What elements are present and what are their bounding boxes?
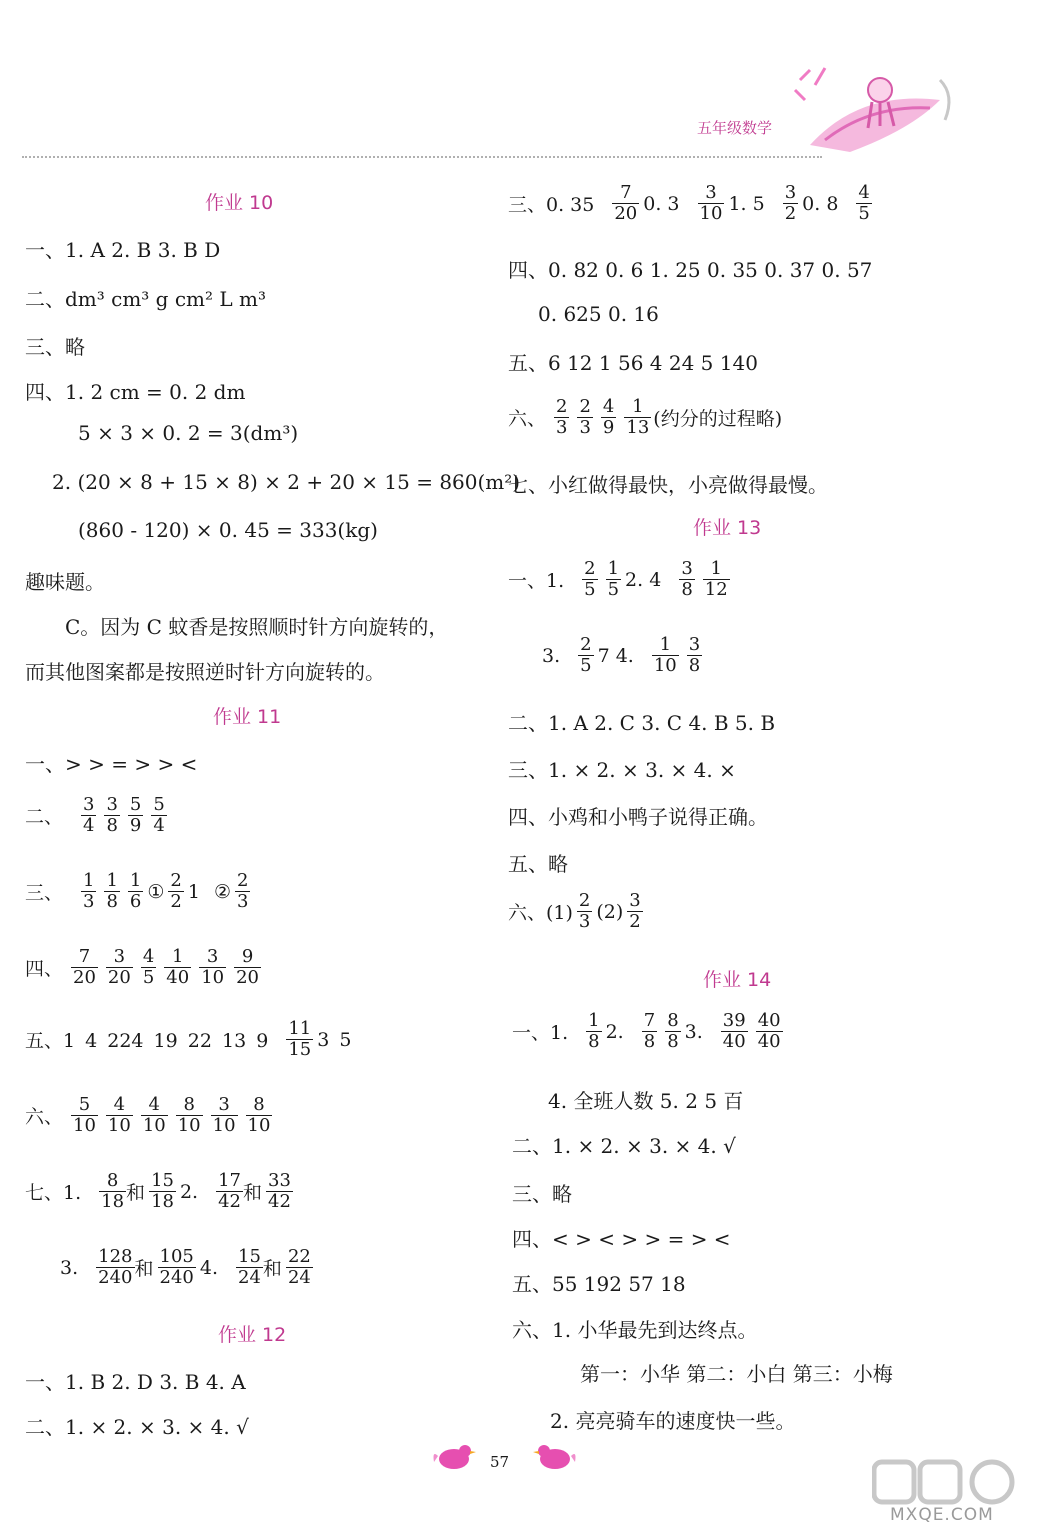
denominator: 8 [588, 1031, 600, 1052]
hw13-line5: 四、小鸡和小鸭子说得正确。 [508, 805, 768, 829]
denominator: 4 [153, 815, 165, 836]
numerator: 1 [172, 946, 184, 967]
hw14-line8: 第一：小华 第二：小白 第三：小梅 [580, 1362, 893, 1386]
hw10-line7: (860 - 120) × 0. 45 = 333(kg) [78, 518, 378, 542]
hw13-line6: 五、略 [508, 852, 568, 876]
hw12-line4: 四、0. 82 0. 6 1. 25 0. 35 0. 37 0. 57 [508, 258, 873, 282]
fraction [141, 948, 156, 987]
numerator: 3 [83, 794, 95, 815]
hw10-line2: 二、dm³ cm³ g cm² L m³ [25, 287, 267, 311]
denominator: 5 [858, 203, 870, 224]
text-segment: 和 [262, 1258, 282, 1280]
text-segment: 7 4. [597, 644, 634, 667]
text-segment: ① [147, 880, 165, 903]
numerator: 3 [688, 634, 701, 655]
numerator: 2 [237, 870, 249, 891]
fraction [211, 1096, 238, 1135]
denominator: 18 [101, 1191, 125, 1212]
fraction [577, 398, 592, 437]
numerator: 40 [757, 1010, 781, 1031]
fraction [235, 872, 250, 911]
text-segment: 和 [134, 1258, 154, 1280]
denominator: 5 [607, 579, 620, 600]
denominator: 40 [722, 1031, 746, 1052]
numerator: 15 [238, 1246, 261, 1267]
fraction [703, 560, 730, 599]
denominator: 3 [579, 417, 591, 438]
numerator: 2 [584, 558, 596, 579]
numerator: 8 [667, 1010, 679, 1031]
text-segment: (2) [596, 900, 624, 923]
text-segment: 0. 8 [802, 192, 839, 215]
numerator: 1 [129, 870, 142, 891]
numerator: 5 [78, 1094, 91, 1115]
fraction [612, 184, 639, 223]
numerator: 105 [159, 1246, 194, 1267]
numerator: 3 [629, 890, 641, 911]
hw10-line1: 一、1. A 2. B 3. B D [25, 238, 221, 262]
numerator: 2 [556, 396, 568, 417]
hw12-line5: 0. 625 0. 16 [538, 302, 659, 326]
fraction [141, 1096, 168, 1135]
hw11-title: 作业 11 [213, 706, 282, 728]
denominator: 3 [237, 891, 249, 912]
numerator: 22 [287, 1246, 311, 1267]
fun-line2: 而其他图案都是按照逆时针方向旋转的。 [25, 660, 385, 684]
hw11-line7 [25, 1172, 297, 1211]
denominator: 6 [129, 891, 142, 912]
numerator: 5 [153, 794, 165, 815]
denominator: 15 [288, 1039, 312, 1060]
text-segment: 3. [60, 1256, 79, 1279]
numerator: 3 [705, 182, 717, 203]
numerator: 15 [151, 1170, 174, 1191]
fraction [104, 796, 119, 835]
hw13-line4: 三、1. × 2. × 3. × 4. × [508, 758, 736, 782]
text-segment: 六、 [25, 1106, 64, 1128]
fraction [128, 796, 143, 835]
denominator: 10 [212, 1115, 236, 1136]
denominator: 9 [129, 815, 142, 836]
fraction [234, 948, 261, 987]
numerator: 17 [218, 1170, 242, 1191]
hw12-line1: 一、1. B 2. D 3. B 4. A [25, 1370, 246, 1394]
denominator: 12 [704, 579, 728, 600]
text-segment: 3. [684, 1020, 703, 1043]
numerator: 39 [722, 1010, 746, 1031]
text-segment: 1. 5 [728, 192, 765, 215]
numerator: 3 [784, 182, 797, 203]
text-segment: 二、 [25, 806, 64, 828]
text-segment: 五、1 4 224 19 22 13 9 [25, 1030, 269, 1052]
bird-icon [533, 1440, 577, 1472]
fraction [81, 796, 96, 835]
denominator: 3 [578, 911, 591, 932]
fraction [577, 892, 592, 931]
text-segment: 三、 [25, 882, 64, 904]
denominator: 10 [247, 1115, 271, 1136]
text-segment: ② [213, 880, 232, 903]
text-segment: (约分的过程略) [653, 408, 783, 430]
numerator: 2 [579, 396, 591, 417]
hw14-line9: 2. 亮亮骑车的速度快一些。 [550, 1409, 796, 1433]
denominator: 5 [142, 967, 155, 988]
hw13-line3: 二、1. A 2. C 3. C 4. B 5. B [508, 711, 776, 735]
fraction [71, 948, 98, 987]
numerator: 2 [580, 634, 592, 655]
header-title: 五年级数学 [697, 119, 773, 137]
denominator: 9 [602, 417, 615, 438]
numerator: 2 [578, 890, 591, 911]
denominator: 10 [201, 967, 225, 988]
hw12-line6: 五、6 12 1 56 4 24 5 140 [508, 351, 758, 375]
fraction [856, 184, 871, 223]
fraction [168, 872, 183, 911]
fraction [627, 892, 642, 931]
text-segment: 4. [199, 1256, 219, 1279]
text-segment: 四、 [25, 958, 64, 980]
denominator: 8 [106, 815, 118, 836]
numerator: 3 [218, 1094, 230, 1115]
denominator: 10 [73, 1115, 96, 1136]
fraction [582, 560, 597, 599]
denominator: 24 [238, 1267, 261, 1288]
hw11-line2 [25, 796, 171, 835]
fraction [128, 872, 143, 911]
numerator: 2 [170, 870, 182, 891]
numerator: 7 [620, 182, 632, 203]
denominator: 8 [688, 655, 701, 676]
hw11-line1: 一、> > = > > < [25, 752, 198, 776]
text-segment: 2. [179, 1180, 199, 1203]
text-segment: 六、 [508, 408, 547, 430]
denominator: 20 [614, 203, 638, 224]
fraction [151, 796, 166, 835]
watermark-text: MXQE.COM [890, 1505, 994, 1525]
numerator: 4 [142, 946, 155, 967]
fraction [149, 1172, 176, 1211]
hw10-line3: 三、略 [25, 335, 85, 359]
denominator: 18 [151, 1191, 174, 1212]
denominator: 240 [98, 1267, 133, 1288]
denominator: 2 [629, 911, 641, 932]
denominator: 40 [166, 967, 190, 988]
numerator: 8 [106, 1170, 119, 1191]
fraction [665, 1012, 680, 1051]
fraction [679, 560, 694, 599]
denominator: 10 [177, 1115, 201, 1136]
numerator: 5 [129, 794, 142, 815]
denominator: 10 [699, 203, 723, 224]
numerator: 1 [632, 396, 644, 417]
fraction [783, 184, 798, 223]
denominator: 24 [287, 1267, 311, 1288]
fraction [71, 1096, 98, 1135]
bird-icon [432, 1440, 476, 1472]
hw14-line6: 五、55 192 57 18 [512, 1272, 686, 1296]
fun-line1: C。因为 C 蚊香是按照顺时针方向旋转的， [65, 615, 449, 639]
numerator: 128 [98, 1246, 133, 1267]
text-segment: 1 [187, 880, 200, 903]
fraction [687, 636, 702, 675]
fraction [756, 1012, 783, 1051]
numerator: 8 [253, 1094, 265, 1115]
text-segment: 2. 4 [625, 568, 662, 591]
denominator: 8 [643, 1031, 656, 1052]
text-segment: 2. [605, 1020, 624, 1043]
fraction [266, 1172, 293, 1211]
text-segment: 一、1. [512, 1022, 569, 1044]
text-segment: 0. 3 [643, 192, 680, 215]
fraction [624, 398, 651, 437]
denominator: 20 [107, 967, 131, 988]
denominator: 5 [580, 655, 592, 676]
denominator: 5 [584, 579, 596, 600]
hw13-title: 作业 13 [693, 517, 762, 539]
text-segment: 3. [542, 644, 561, 667]
numerator: 4 [858, 182, 870, 203]
fun-title: 趣味题。 [25, 570, 105, 594]
page-number: 57 [490, 1453, 510, 1471]
hw12-line2: 二、1. × 2. × 3. × 4. √ [25, 1415, 249, 1439]
hw10-line6: 2. (20 × 8 + 15 × 8) × 2 + 20 × 15 = 860(m²) [52, 470, 521, 494]
hw11-line3 [25, 872, 254, 911]
denominator: 3 [556, 417, 568, 438]
fraction [246, 1096, 273, 1135]
numerator: 7 [78, 946, 91, 967]
hw14-title: 作业 14 [703, 969, 772, 991]
fraction [104, 872, 119, 911]
fraction [642, 1012, 657, 1051]
hw14-line1 [512, 1012, 787, 1051]
fraction [176, 1096, 203, 1135]
hw12-title: 作业 12 [218, 1324, 287, 1346]
hw11-line5 [25, 1020, 365, 1059]
numerator: 3 [113, 946, 126, 967]
text-segment: 3 5 [317, 1028, 352, 1051]
numerator: 7 [643, 1010, 656, 1031]
hw14-line5: 四、< > < > > = > < [512, 1227, 731, 1251]
denominator: 20 [73, 967, 96, 988]
fraction [586, 1012, 601, 1051]
hw10-title: 作业 10 [205, 192, 274, 214]
hw11-line6 [25, 1096, 276, 1135]
fraction [106, 1096, 133, 1135]
hw12-line7 [508, 398, 796, 437]
fraction [554, 398, 569, 437]
hw10-line5: 5 × 3 × 0. 2 = 3(dm³) [78, 421, 299, 445]
denominator: 4 [83, 815, 95, 836]
hw13-line2 [542, 636, 706, 675]
hw14-line4: 三、略 [512, 1182, 572, 1206]
fraction [286, 1248, 313, 1287]
fraction [652, 636, 679, 675]
numerator: 4 [113, 1094, 126, 1115]
numerator: 1 [659, 634, 672, 655]
hw13-line7 [508, 892, 647, 931]
denominator: 10 [653, 655, 677, 676]
denominator: 10 [107, 1115, 131, 1136]
fraction [99, 1172, 126, 1211]
fraction [606, 560, 621, 599]
numerator: 33 [268, 1170, 291, 1191]
denominator: 2 [170, 891, 182, 912]
surfer-illustration-icon [790, 60, 960, 160]
numerator: 1 [588, 1010, 600, 1031]
text-segment: 一、1. [508, 570, 565, 592]
fraction [96, 1248, 134, 1287]
text-segment: 七、1. [25, 1182, 82, 1204]
denominator: 8 [106, 891, 118, 912]
hw13-line1 [508, 560, 734, 599]
fraction [698, 184, 725, 223]
denominator: 20 [236, 967, 259, 988]
hw14-line2: 4. 全班人数 5. 2 5 百 [548, 1089, 744, 1113]
numerator: 3 [206, 946, 219, 967]
denominator: 8 [681, 579, 693, 600]
numerator: 4 [148, 1094, 160, 1115]
denominator: 3 [83, 891, 95, 912]
fraction [578, 636, 593, 675]
fraction [236, 1248, 263, 1287]
hw14-line7: 六、1. 小华最先到达终点。 [512, 1318, 758, 1342]
text-segment: 六、(1) [508, 902, 573, 924]
numerator: 3 [106, 794, 118, 815]
numerator: 1 [710, 558, 722, 579]
numerator: 1 [607, 558, 620, 579]
hw12-line8: 七、小红做得最快，小亮做得最慢。 [508, 473, 828, 497]
fraction [158, 1248, 196, 1287]
numerator: 9 [241, 946, 254, 967]
hw14-line3: 二、1. × 2. × 3. × 4. √ [512, 1134, 736, 1158]
fraction [164, 948, 191, 987]
hw12-line3 [508, 184, 876, 223]
fraction [216, 1172, 243, 1211]
header-divider [22, 156, 822, 158]
numerator: 1 [83, 870, 95, 891]
fraction [721, 1012, 748, 1051]
numerator: 4 [602, 396, 615, 417]
fraction [601, 398, 616, 437]
fraction [286, 1020, 313, 1059]
fraction [81, 872, 96, 911]
hw11-line8 [60, 1248, 317, 1287]
hw11-line4 [25, 948, 265, 987]
numerator: 8 [183, 1094, 195, 1115]
fraction [106, 948, 133, 987]
fraction [199, 948, 226, 987]
denominator: 40 [757, 1031, 781, 1052]
denominator: 240 [159, 1267, 194, 1288]
denominator: 10 [142, 1115, 166, 1136]
text-segment: 三、0. 35 [508, 194, 595, 216]
denominator: 8 [667, 1031, 679, 1052]
numerator: 1 [106, 870, 118, 891]
text-segment: 和 [243, 1182, 263, 1204]
numerator: 3 [681, 558, 693, 579]
hw10-line4: 四、1. 2 cm = 0. 2 dm [25, 380, 246, 404]
denominator: 42 [268, 1191, 291, 1212]
denominator: 42 [218, 1191, 242, 1212]
denominator: 13 [626, 417, 650, 438]
numerator: 11 [288, 1018, 312, 1039]
denominator: 2 [784, 203, 797, 224]
text-segment: 和 [126, 1182, 146, 1204]
